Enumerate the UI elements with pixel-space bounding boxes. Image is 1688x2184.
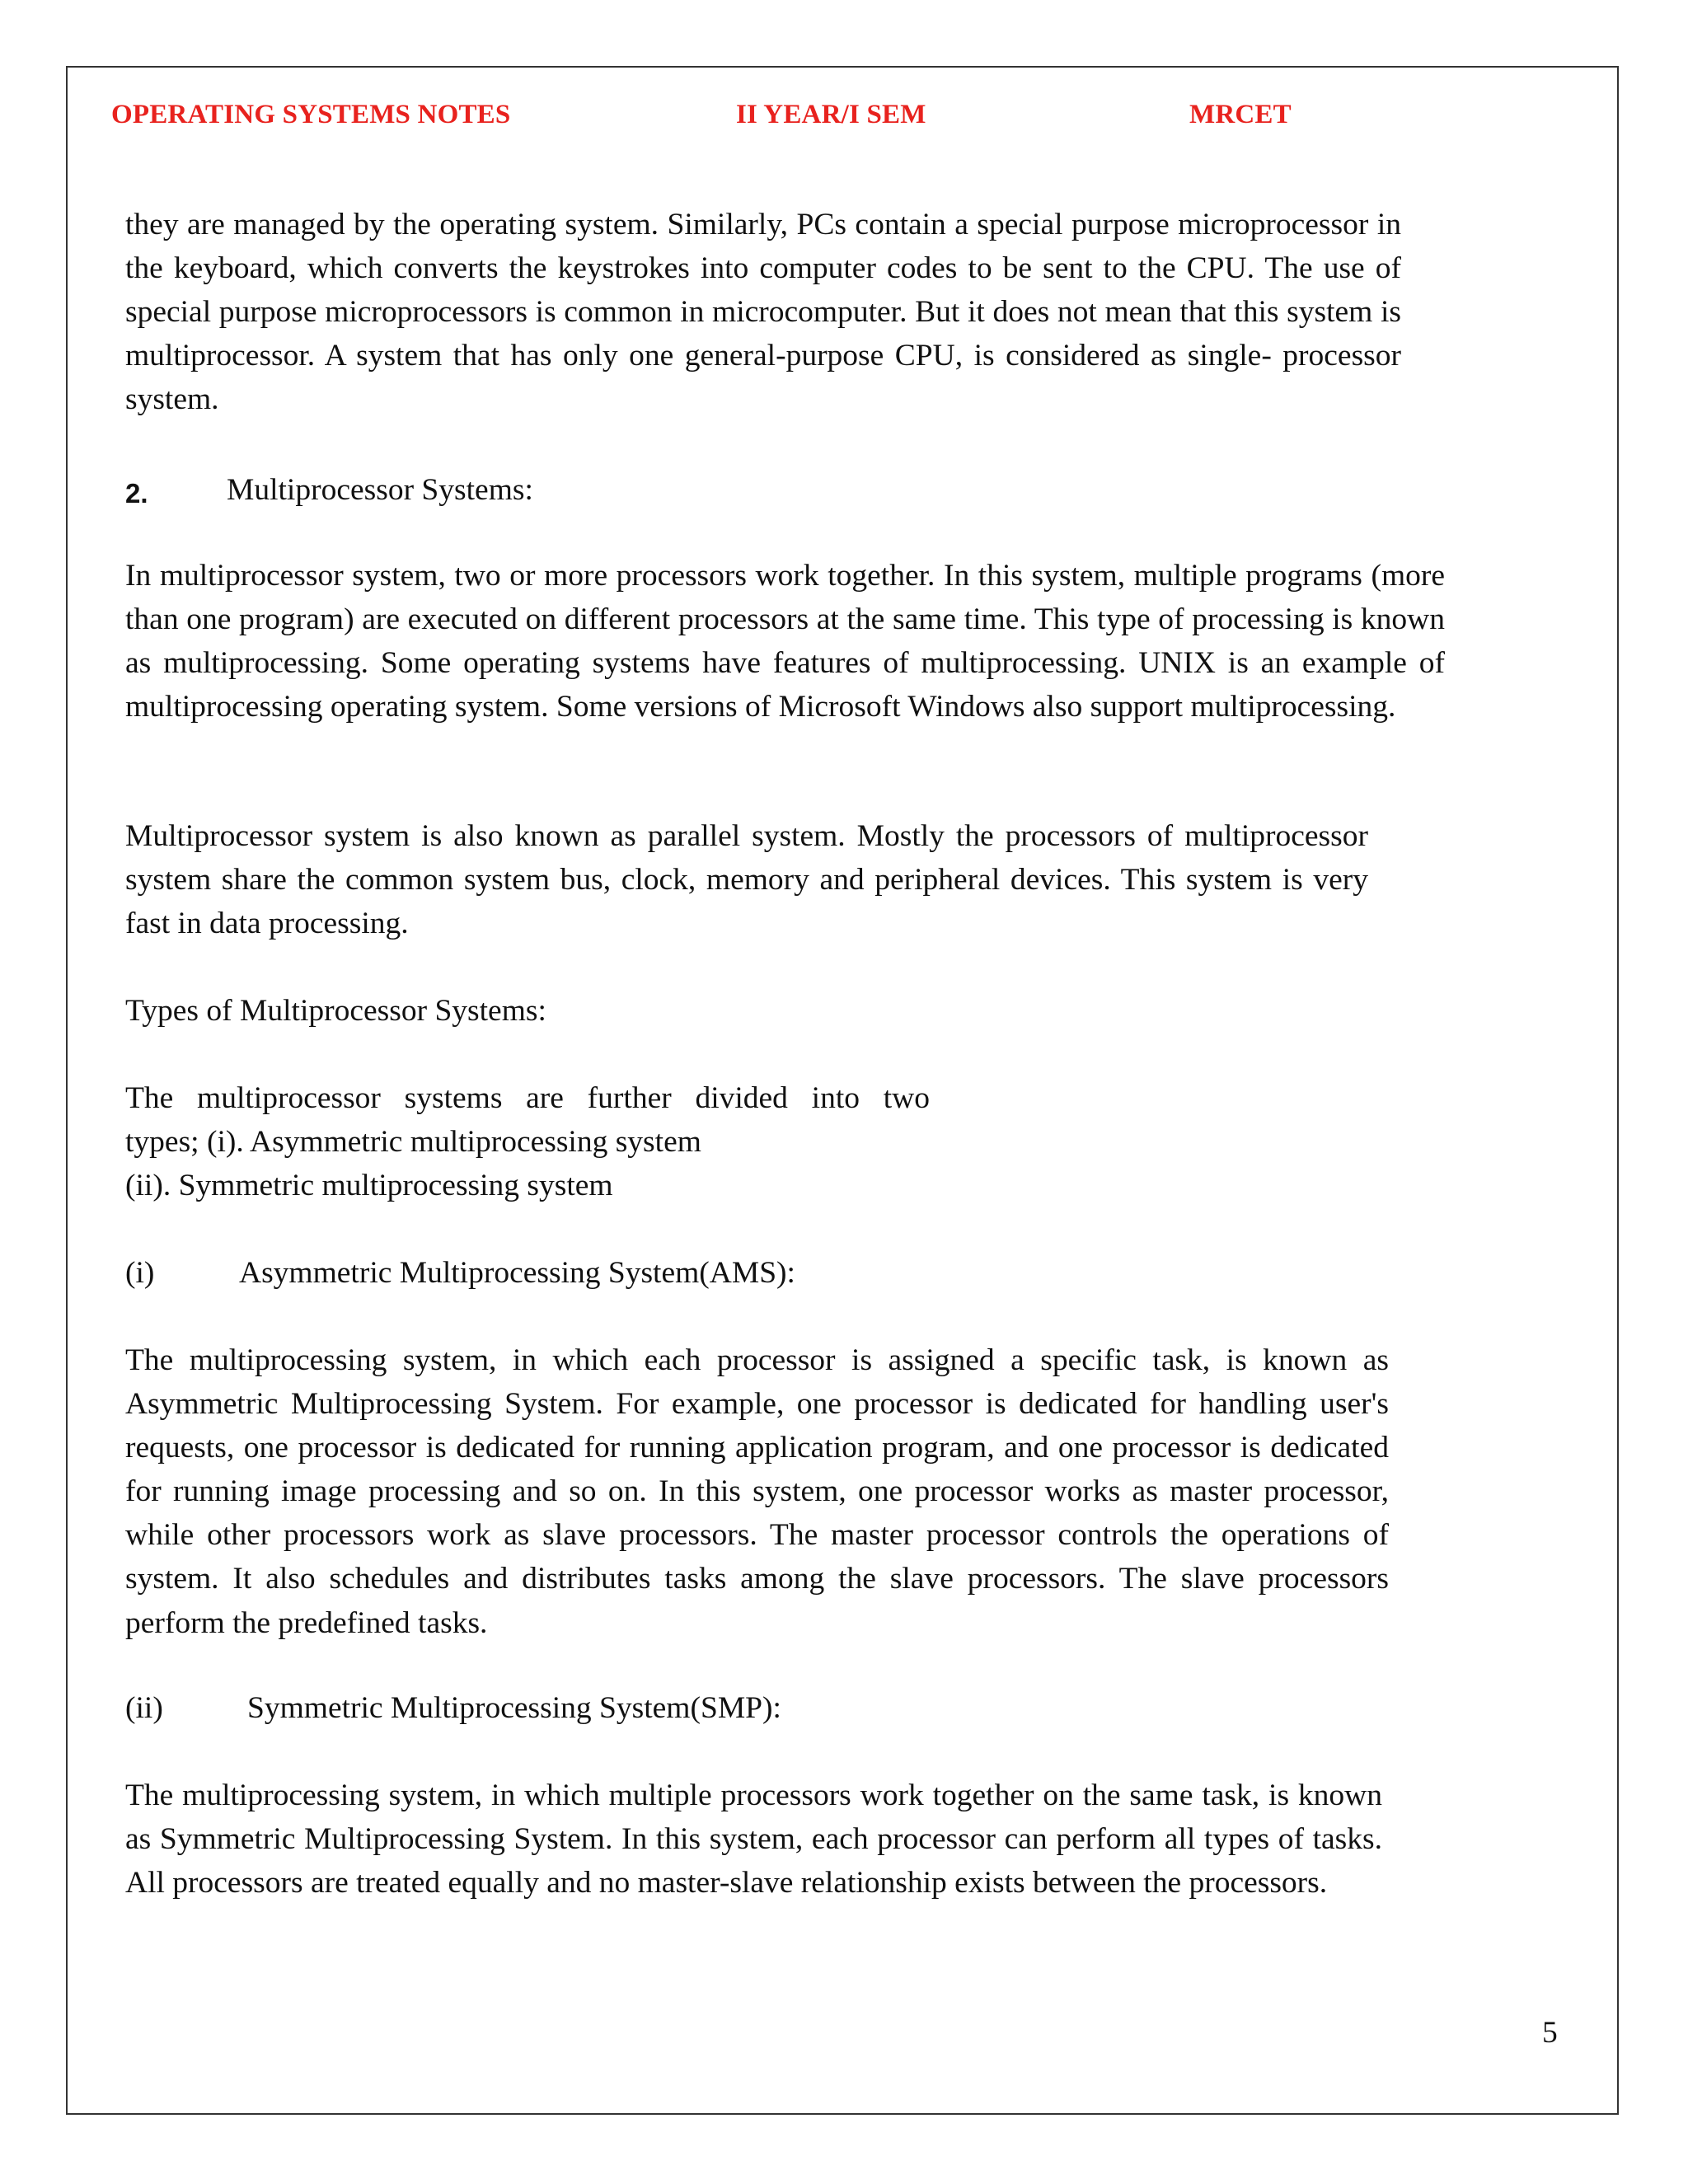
header-college: MRCET <box>1189 100 1292 129</box>
paragraph-intro: they are managed by the operating system. Similarly, PCs contain a special purpose microprocessor in the keyboard, which converts the keystrokes into computer codes to be sent to the CPU. The use of special purpose microprocessors is common in microcomputer. But it does not mean that this system is multiprocessor. A system that has only one general-purpose CPU, is considered as single- processor system. <box>125 208 1401 417</box>
ams-number: (i) <box>125 1256 155 1290</box>
header-year-semester: II YEAR/I SEM <box>736 100 926 129</box>
paragraph-smp: The multiprocessing system, in which multiple processors work together on the same task, is known as Symmetric Multiprocessing System. In this system, each processor can perform all types of tasks. All processors are treated equally and no master-slave relationship exists between the processors. <box>125 1779 1382 1900</box>
types-line-1: The multiprocessor systems are further divided into two <box>125 1081 930 1115</box>
smp-number: (ii) <box>125 1691 163 1725</box>
section-2-number: 2. <box>125 478 148 509</box>
types-line-2: types; (i). Asymmetric multiprocessing system <box>125 1125 701 1159</box>
section-2-title: Multiprocessor Systems: <box>227 473 533 507</box>
header-course-title: OPERATING SYSTEMS NOTES <box>111 100 511 129</box>
smp-title: Symmetric Multiprocessing System(SMP): <box>247 1691 781 1725</box>
types-heading: Types of Multiprocessor Systems: <box>125 994 546 1028</box>
paragraph-parallel-system: Multiprocessor system is also known as parallel system. Mostly the processors of multiprocessor system share the common system bus, clock, memory and peripheral devices. This system is very fast in data processing. <box>125 819 1368 941</box>
paragraph-multiprocessor: In multiprocessor system, two or more processors work together. In this system, multiple programs (more than one program) are executed on different processors at the same time. This type of processing is known as multiprocessing. Some operating systems have features of multiprocessing. UNIX is an example of multiprocessing operating system. Some versions of Microsoft Windows also support multiprocessing. <box>125 559 1445 724</box>
paragraph-ams: The multiprocessing system, in which each processor is assigned a specific task, is known as Asymmetric Multiprocessing System. For example, one processor is dedicated for handling user's requests, one processor is dedicated for running application program, and one processor is dedicated for running image processing and so on. In this system, one processor works as master processor, while other processors work as slave processors. The master processor controls the operations of system. It also schedules and distributes tasks among the slave processors. The slave processors perform the predefined tasks. <box>125 1343 1389 1640</box>
ams-title: Asymmetric Multiprocessing System(AMS): <box>239 1256 795 1290</box>
types-line-3: (ii). Symmetric multiprocessing system <box>125 1169 613 1202</box>
page-number: 5 <box>1542 2016 1558 2050</box>
